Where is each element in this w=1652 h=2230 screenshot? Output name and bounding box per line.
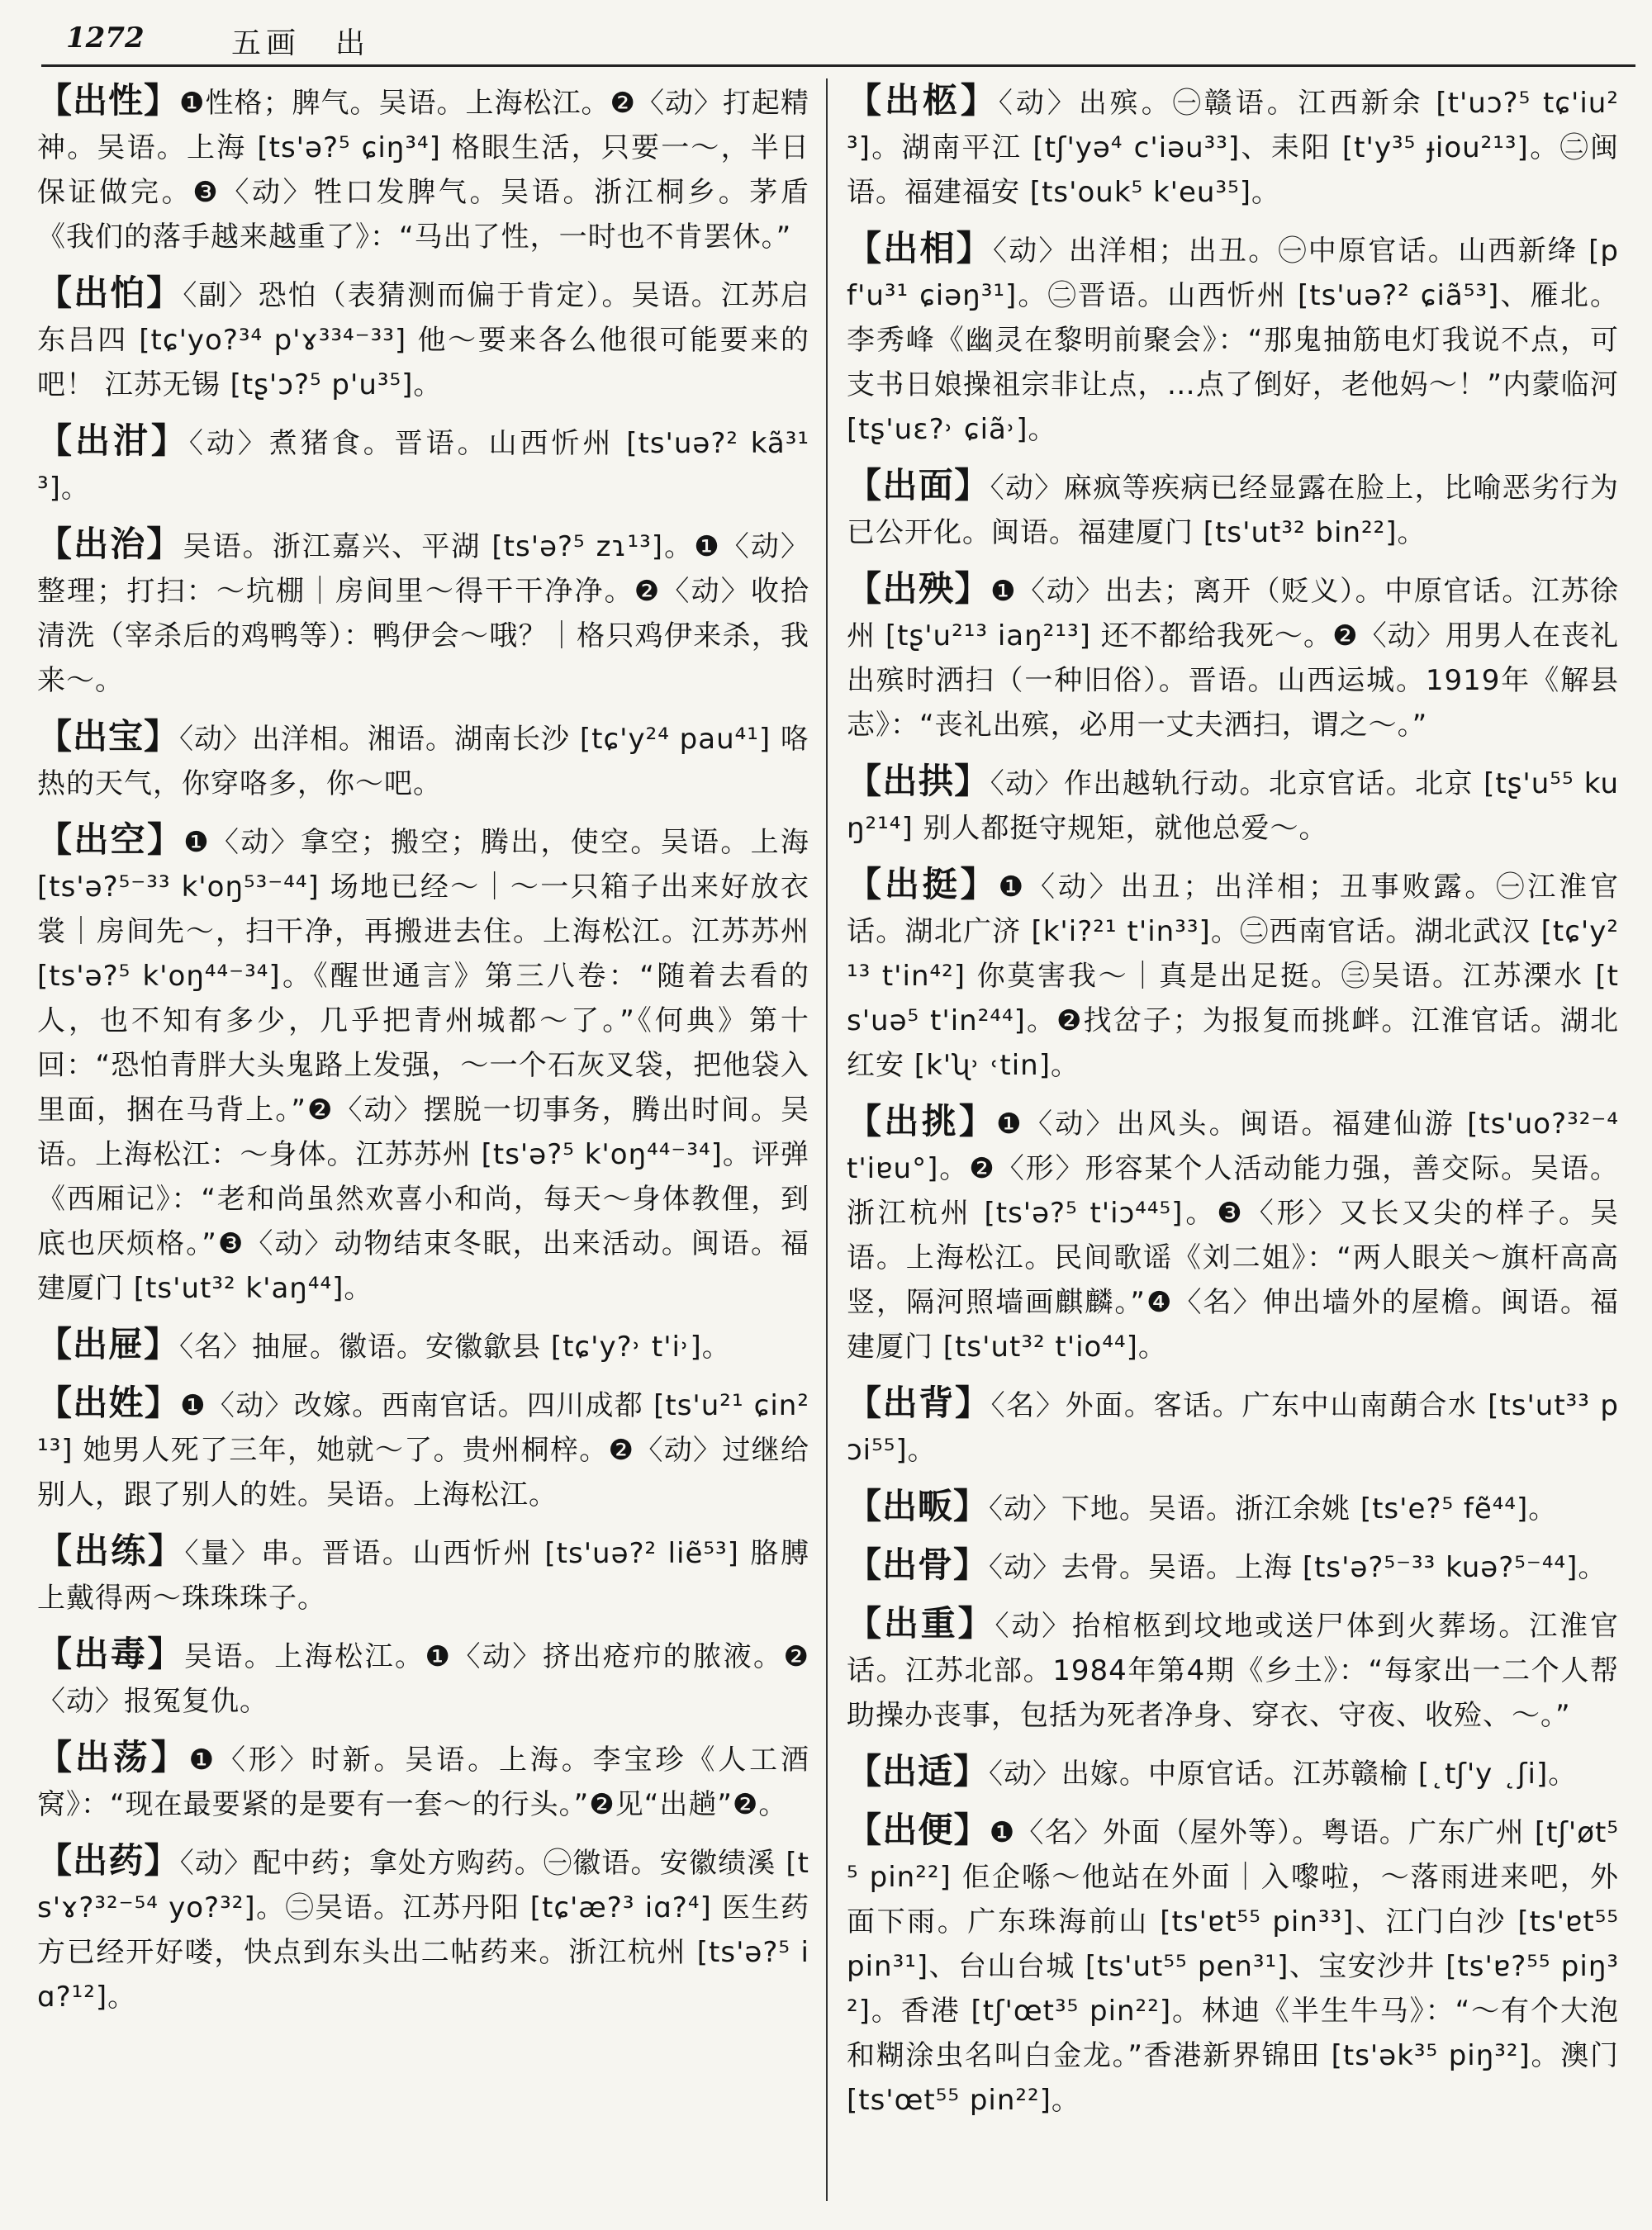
dictionary-entry [37, 1322, 809, 1369]
dictionary-entry [37, 271, 809, 407]
dictionary-entry [847, 759, 1619, 851]
entry-definition: 〈名〉外面。客话。广东中山南蓢合水 [ts'ut³³ pɔi⁵⁵]。 [847, 1389, 1619, 1467]
entry-definition: 〈副〉恐怕（表猜测而偏于肯定）。吴语。江苏启东吕四 [tɕ'yo?³⁴ p'ɤ³³⁴⁻³³] 他～要来各么他很可能要来的吧！ 江苏无锡 [tʂ'ɔ?⁵ p'u³⁵]。 [37, 279, 809, 401]
entry-headword: 【出拱】 [847, 761, 990, 801]
entry-headword: 【出姓】 [37, 1383, 181, 1423]
entry-definition: 〈动〉下地。吴语。浙江余姚 [ts'e?⁵ fẽ⁴⁴]。 [989, 1492, 1558, 1525]
section-title: 五画 出 [231, 26, 371, 60]
dictionary-entry [847, 862, 1619, 1088]
dictionary-entry [37, 522, 809, 703]
dictionary-entry [847, 1543, 1619, 1590]
entry-headword: 【出背】 [847, 1383, 991, 1423]
dictionary-entry [847, 78, 1619, 215]
left-column [37, 78, 809, 2218]
entry-headword: 【出屉】 [37, 1324, 180, 1364]
entry-definition: 〈动〉配中药；拿处方购药。㊀徽语。安徽绩溪 [ts'ɤ?³²⁻⁵⁴ yo?³²]。㊁吴语。江苏丹阳 [tɕ'æ?³ iɑ?⁴] 医生药方已经开好喽，快点到东头出二帖药来。浙江杭州 [ts'ə?⁵ iɑ?¹²]。 [37, 1847, 809, 2014]
entry-definition: 〈动〉出嫁。中原官话。江苏赣榆 [˛tʃ'y ˛ʃi]。 [989, 1758, 1578, 1791]
entry-headword: 【出便】 [847, 1810, 990, 1850]
entry-headword: 【出挺】 [847, 864, 999, 904]
entry-definition: ❶〈动〉出丑；出洋相；丑事败露。㊀江淮官话。湖北广济 [k'i?²¹ t'in³³]。㊁西南官话。湖北武汉 [tɕ'y²¹³ t'in⁴²] 你莫害我～｜真是出足挺。㊂吴语。江苏溧水 [ts'uə⁵ t'in²⁴⁴]。❷找岔子；为报复而挑衅。江淮官话。湖北红安 [k'ʯ˒ ˓tin]。 [847, 871, 1619, 1082]
entry-definition: ❶〈动〉改嫁。西南官话。四川成都 [ts'u²¹ ɕin²¹³] 她男人死了三年，她就～了。贵州桐梓。❷〈动〉过继给别人，跟了别人的姓。吴语。上海松江。 [37, 1389, 809, 1511]
entry-headword: 【出练】 [37, 1530, 185, 1571]
entry-headword: 【出骨】 [847, 1544, 990, 1585]
entry-definition: 〈量〉串。晋语。山西忻州 [ts'uə?² liẽ⁵³] 胳膊上戴得两～珠珠珠子。 [37, 1537, 809, 1615]
entry-headword: 【出柩】 [847, 80, 999, 121]
entry-headword: 【出面】 [847, 465, 990, 505]
entry-headword: 【出重】 [847, 1603, 995, 1644]
entry-definition: ❶〈名〉外面（屋外等）。粤语。广东广州 [tʃ'øt⁵⁵ pin²²] 佢企喺～他站在外面｜入嚟啦，～落雨进来吧，外面下雨。广东珠海前山 [ts'ɐt⁵⁵ pin³³]、江门白沙 [ts'ɐt⁵⁵ pin³¹]、台山台城 [ts'ut⁵⁵ pen³¹]、宝安沙井 [ts'ɐ?⁵⁵ piŋ³²]。香港 [tʃ'œt³⁵ pin²²]。林迪《半生牛马》：“～有个大泡和糊涂虫名叫白金龙。”香港新界锦田 [ts'ək³⁵ piŋ³²]。澳门 [ts'œt⁵⁵ pin²²]。 [847, 1816, 1619, 2117]
entry-definition: 〈动〉去骨。吴语。上海 [ts'ə?⁵⁻³³ kuə?⁵⁻⁴⁴]。 [989, 1551, 1607, 1584]
column-divider [826, 78, 828, 2201]
dictionary-entry [37, 1632, 809, 1724]
dictionary-entry [37, 818, 809, 1311]
entry-definition: ❶〈动〉拿空；搬空；腾出，使空。吴语。上海 [ts'ə?⁵⁻³³ k'oŋ⁵³⁻⁴⁴] 场地已经～｜～一只箱子出来好放衣裳｜房间先～，扫干净，再搬进去住。上海松江。江苏苏州 [ts'ə?⁵ k'oŋ⁴⁴⁻³⁴]。《醒世通言》第三八卷：“随着去看的人，也不知有多少，几乎把青州城都～了。”《何典》第十回：“恐怕青胖大头鬼路上发强，～一个石灰叉袋，把他袋入里面，捆在马背上。”❷〈动〉摆脱一切事务，腾出时间。吴语。上海松江：～身体。江苏苏州 [ts'ə?⁵ k'oŋ⁴⁴⁻³⁴]。评弹《西厢记》：“老和尚虽然欢喜小和尚，每天～身体教俚，到底也厌烦格。”❸〈动〉动物结束冬眠，出来活动。闽语。福建厦门 [ts'ut³² k'aŋ⁴⁴]。 [37, 826, 809, 1305]
entry-definition: 〈动〉出洋相。湘语。湖南长沙 [tɕ'y²⁴ pau⁴¹] 咯热的天气，你穿咯多，你～吧。 [37, 723, 809, 800]
dictionary-entry [847, 567, 1619, 747]
entry-definition: ❶〈动〉出去；离开（贬义）。中原官话。江苏徐州 [tʂ'u²¹³ iaŋ²¹³] 还不都给我死～。❷〈动〉用男人在丧礼出殡时洒扫（一种旧俗）。晋语。山西运城。1919年《解县志》：“丧礼出殡，必用一丈夫洒扫，谓之～。” [847, 575, 1619, 742]
entry-headword: 【出相】 [847, 228, 994, 268]
entry-definition: 〈动〉麻疯等疾病已经显露在脸上，比喻恶劣行为已公开化。闽语。福建厦门 [ts'ut³² bin²²]。 [847, 472, 1619, 549]
dictionary-entry [37, 1839, 809, 2019]
entry-definition: 〈动〉出殡。㊀赣语。江西新余 [t'uɔ?⁵ tɕ'iu²³]。湖南平江 [tʃ'yə⁴ c'iəu³³]、耒阳 [t'y³⁵ ɟiou²¹³]。㊁闽语。福建福安 [ts'ouk⁵ k'eu³⁵]。 [847, 87, 1619, 209]
entry-definition: 〈名〉抽屉。徽语。安徽歙县 [tɕ'y?˒ t'i˒]。 [179, 1331, 731, 1364]
entry-headword: 【出挑】 [847, 1101, 997, 1141]
dictionary-entry [37, 714, 809, 806]
entry-definition: ❶〈形〉时新。吴语。上海。李宝珍《人工酒窝》：“现在最要紧的是要有一套～的行头。”❷见“出趟”❷。 [37, 1744, 809, 1821]
entry-definition: 〈动〉作出越轨行动。北京官话。北京 [tʂ'u⁵⁵ kuŋ²¹⁴] 别人都挺守规矩，就他总爱～。 [847, 767, 1619, 845]
entry-headword: 【出适】 [847, 1751, 990, 1791]
entry-headword: 【出泔】 [37, 420, 189, 461]
page-number: 1272 [66, 21, 145, 55]
entry-headword: 【出治】 [37, 524, 183, 564]
entry-headword: 【出荡】 [37, 1737, 189, 1777]
entry-headword: 【出宝】 [37, 716, 180, 757]
entry-definition: 〈动〉抬棺柩到坟地或送尸体到火葬场。江淮官话。江苏北部。1984年第4期《乡土》：“每家出一二个人帮助操办丧事，包括为死者净身、穿衣、守夜、收殓、～。” [847, 1610, 1619, 1732]
dictionary-entry [37, 78, 809, 259]
page-header [41, 17, 1635, 67]
dictionary-entry [847, 463, 1619, 555]
entry-definition: 〈动〉出洋相；出丑。㊀中原官话。山西新绛 [pf'u³¹ ɕiəŋ³¹]。㊁晋语。山西忻州 [ts'uə?² ɕiã⁵³]、雁北。李秀峰《幽灵在黎明前聚会》：“那鬼抽筋电灯我说不点，可支书日娘操祖宗非让点，…点了倒好，老他妈～！”内蒙临河 [tʂ'uɛ?˒ ɕiã˒]。 [847, 235, 1619, 446]
entry-headword: 【出畈】 [847, 1486, 990, 1526]
entry-definition: 吴语。上海松江。❶〈动〉挤出疮疖的脓液。❷〈动〉报冤复仇。 [37, 1640, 809, 1718]
dictionary-entry [847, 1808, 1619, 2123]
right-column [847, 78, 1619, 2218]
dictionary-entry [847, 1601, 1619, 1738]
dictionary-entry [37, 419, 809, 510]
entry-headword: 【出性】 [37, 80, 180, 121]
entry-headword: 【出怕】 [37, 273, 183, 313]
dictionary-entry [847, 1381, 1619, 1473]
entry-headword: 【出殃】 [847, 568, 991, 609]
entry-definition: ❶性格；脾气。吴语。上海松江。❷〈动〉打起精神。吴语。上海 [ts'ə?⁵ ɕiŋ³⁴] 格眼生活，只要一～，半日保证做完。❸〈动〉牲口发脾气。吴语。浙江桐乡。茅盾《我们的落手越来越重了》：“马出了性，一时也不肯罢休。” [37, 87, 809, 254]
entry-definition: 〈动〉煮猪食。晋语。山西忻州 [ts'uə?² kã³¹³]。 [37, 427, 809, 505]
dictionary-entry [847, 1484, 1619, 1531]
entry-definition: ❶〈动〉出风头。闽语。福建仙游 [ts'uo?³²⁻⁴ t'iɐu°]。❷〈形〉形容某个人活动能力强，善交际。吴语。浙江杭州 [ts'ə?⁵ t'iɔ⁴⁴⁵]。❸〈形〉又长又尖的样子。吴语。上海松江。民间歌谣《刘二姐》：“两人眼关～旗杆高高竖，隔河照墙画麒麟。”❹〈名〉伸出墙外的屋檐。闽语。福建厦门 [ts'ut³² t'io⁴⁴]。 [847, 1108, 1619, 1364]
dictionary-entry [847, 1749, 1619, 1796]
dictionary-entry [847, 1099, 1619, 1369]
dictionary-entry [37, 1529, 809, 1620]
dictionary-entry [37, 1735, 809, 1827]
entry-headword: 【出毒】 [37, 1634, 184, 1674]
entry-headword: 【出空】 [37, 819, 184, 860]
entry-headword: 【出药】 [37, 1840, 180, 1881]
entry-definition: 吴语。浙江嘉兴、平湖 [ts'ə?⁵ zɿ¹³]。❶〈动〉整理；打扫：～坑棚｜房间里～得干干净净。❷〈动〉收拾清洗（宰杀后的鸡鸭等）：鸭伊会～哦？｜格只鸡伊来杀，我来～。 [37, 530, 809, 697]
dictionary-entry [847, 226, 1619, 452]
dictionary-entry [37, 1381, 809, 1517]
